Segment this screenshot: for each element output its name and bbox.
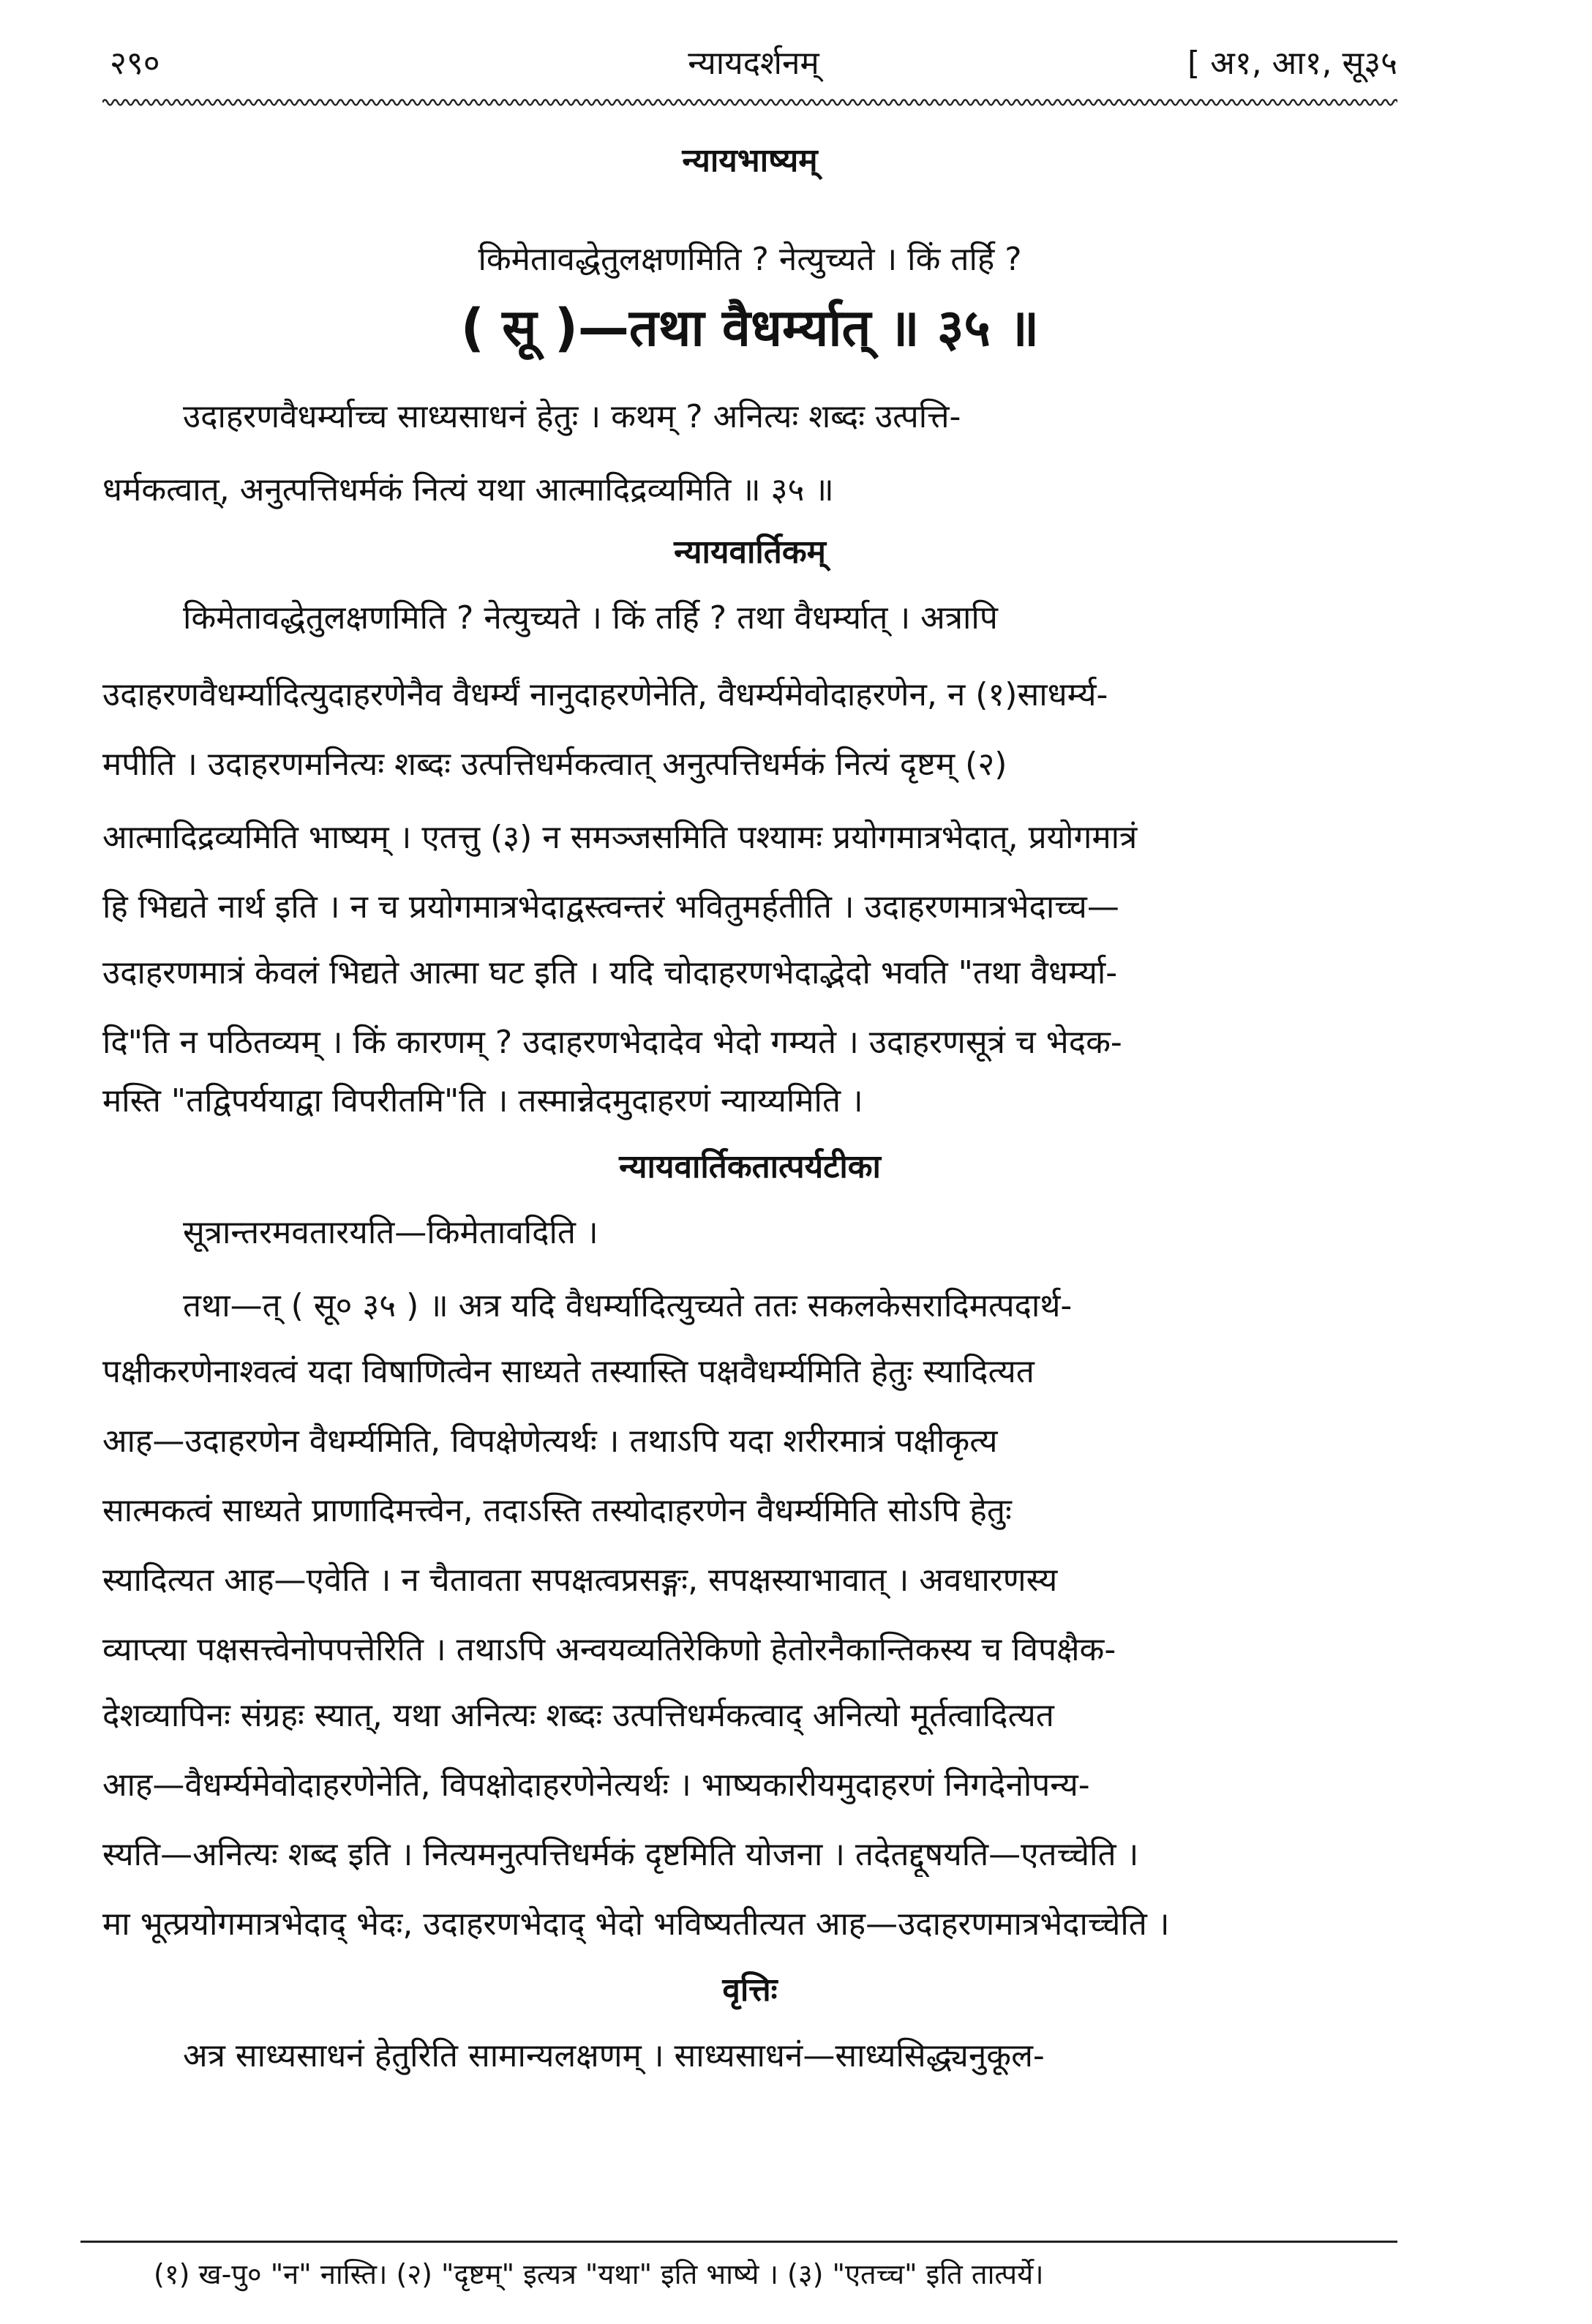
bhashya-intro: किमेतावद्धेतुलक्षणमिति ? नेत्युच्यते । किं तर्हि ? <box>478 241 1022 278</box>
vartika-line: मस्ति "तद्विपर्ययाद्वा विपरीतमि"ति । तस्मान्नेदमुदाहरणं न्याय्यमिति । <box>102 1082 863 1120</box>
wavy-header-rule <box>102 94 1397 111</box>
book-title: न्यायदर्शनम् <box>688 45 819 82</box>
section-heading-vritti: वृत्तिः <box>722 1971 778 2009</box>
sutra-text: ( सू )—तथा वैधर्म्यात् ॥ ३५ ॥ <box>460 298 1040 358</box>
vartika-line: मपीति । उदाहरणमनित्यः शब्दः उत्पत्तिधर्मकत्वात् अनुत्पत्तिधर्मकं नित्यं दृष्टम् (२) <box>102 746 1007 783</box>
vritti-line: अत्र साध्यसाधनं हेतुरिति सामान्यलक्षणम् । साध्यसाधनं—साध्यसिद्ध्यनुकूल- <box>183 2037 1045 2074</box>
tika-line: सूत्रान्तरमवतारयति—किमेतावदिति । <box>183 1214 598 1251</box>
section-heading-bhashya: न्यायभाष्यम् <box>682 142 818 179</box>
chapter-reference: [ अ१, आ१, सू३५ <box>1187 45 1397 82</box>
running-header <box>110 38 1397 89</box>
bhashya-line: धर्मकत्वात्, अनुत्पत्तिधर्मकं नित्यं यथा आत्मादिद्रव्यमिति ॥ ३५ ॥ <box>102 471 834 509</box>
tika-line: व्याप्त्या पक्षसत्त्वेनोपपत्तेरिति । तथाऽपि अन्वयव्यतिरेकिणो हेतोरनैकान्तिकस्य च विपक्षैक- <box>102 1631 1116 1668</box>
vartika-line: उदाहरणमात्रं केवलं भिद्यते आत्मा घट इति । यदि चोदाहरणभेदाद्भेदो भवति "तथा वैधर्म्या- <box>102 954 1118 992</box>
section-heading-vartika: न्यायवार्तिकम् <box>674 533 826 571</box>
vartika-line: किमेतावद्धेतुलक्षणमिति ? नेत्युच्यते । किं तर्हि ? तथा वैधर्म्यात् । अत्रापि <box>183 599 998 637</box>
tika-line: तथा—त् ( सू० ३५ ) ॥ अत्र यदि वैधर्म्यादित्युच्यते ततः सकलकेसरादिमत्पदार्थ- <box>183 1287 1073 1324</box>
tika-line: मा भूत्प्रयोगमात्रभेदाद् भेदः, उदाहरणभेदाद् भेदो भविष्यतीत्यत आह—उदाहरणमात्रभेदाच्चेति । <box>102 1905 1170 1943</box>
vartika-line: दि"ति न पठितव्यम् । किं कारणम् ? उदाहरणभेदादेव भेदो गम्यते । उदाहरणसूत्रं च भेदक- <box>102 1024 1122 1061</box>
vartika-line: उदाहरणवैधर्म्यादित्युदाहरणेनैव वैधर्म्यं नानुदाहरणेनेति, वैधर्म्यमेवोदाहरणेन, न (१)साधर्म्य- <box>102 676 1108 713</box>
vartika-line: हि भिद्यते नार्थ इति । न च प्रयोगमात्रभेदाद्वस्त्वन्तरं भवितुमर्हतीति । उदाहरणमात्रभेदाच्च— <box>102 888 1119 926</box>
tika-line: स्यादित्यत आह—एवेति । न चैतावता सपक्षत्वप्रसङ्गः, सपक्षस्याभावात् । अवधारणस्य <box>102 1562 1058 1599</box>
footnotes: (१) ख-पु० "न" नास्ति। (२) "दृष्टम्" इत्यत्र "यथा" इति भाष्ये । (३) "एतच्च" इति तात्पर्ये। <box>154 2258 1044 2290</box>
tika-line: पक्षीकरणेनाश्वत्वं यदा विषाणित्वेन साध्यते तस्यास्ति पक्षवैधर्म्यमिति हेतुः स्यादित्यत <box>102 1353 1035 1390</box>
footnote-rule <box>80 2241 1397 2243</box>
tika-line: आह—वैधर्म्यमेवोदाहरणेनेति, विपक्षोदाहरणेनेत्यर्थः । भाष्यकारीयमुदाहरणं निगदेनोपन्य- <box>102 1766 1090 1804</box>
tika-line: सात्मकत्वं साध्यते प्राणादिमत्त्वेन, तदाऽस्ति तस्योदाहरणेन वैधर्म्यमिति सोऽपि हेतुः <box>102 1492 1012 1529</box>
tika-line: आह—उदाहरणेन वैधर्म्यमिति, विपक्षेणेत्यर्थः । तथाऽपि यदा शरीरमात्रं पक्षीकृत्य <box>102 1422 998 1460</box>
tika-line: देशव्यापिनः संग्रहः स्यात्, यथा अनित्यः शब्दः उत्पत्तिधर्मकत्वाद् अनित्यो मूर्तत्वादित्यत <box>102 1697 1054 1734</box>
section-heading-tika: न्यायवार्तिकतात्पर्यटीका <box>619 1148 881 1185</box>
page-number: २९० <box>110 45 160 82</box>
vartika-line: आत्मादिद्रव्यमिति भाष्यम् । एतत्तु (३) न समञ्जसमिति पश्यामः प्रयोगमात्रभेदात्, प्रयोगमात्रं <box>102 819 1138 856</box>
tika-line: स्यति—अनित्यः शब्द इति । नित्यमनुत्पत्तिधर्मकं दृष्टमिति योजना । तदेतद्दूषयति—एतच्चेति । <box>102 1836 1139 1873</box>
bhashya-line: उदाहरणवैधर्म्याच्च साध्यसाधनं हेतुः । कथम् ? अनित्यः शब्दः उत्पत्ति- <box>183 398 961 435</box>
